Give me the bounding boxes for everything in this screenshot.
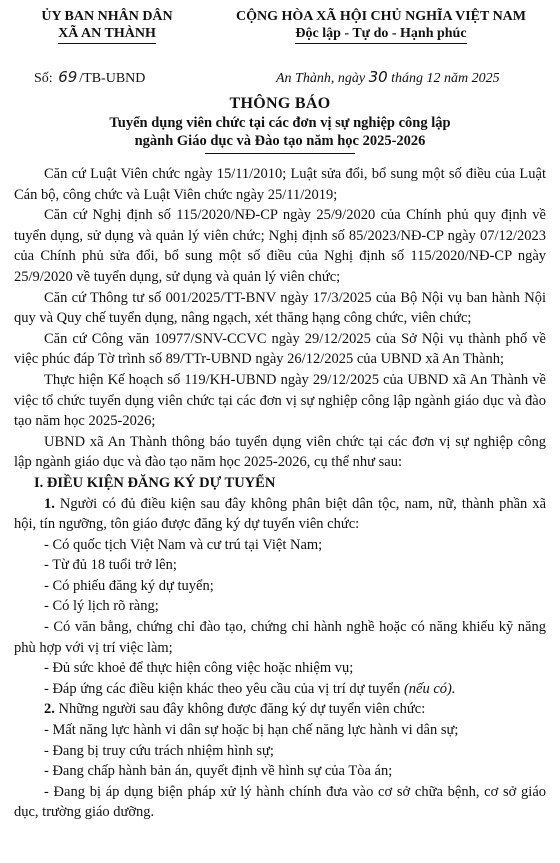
condition-2: - Từ đủ 18 tuổi trở lên; (44, 557, 177, 574)
paragraph-legal-basis-2: Căn cứ Nghị định số 115/2020/NĐ-CP ngày 25/9/2020 của Chính phủ quy định về tuyển dụng, sử dụng và quản lý viên chức; Nghị định số 85/2023/NĐ-CP ngày 07/12/2023 của Chính phủ sửa đổi, bổ sung một số điều của Nghị định số 115/2020/NĐ-CP ngày 25/9/2020 về tuyển dụng, sử dụng và quản lý viên chức; (14, 207, 546, 285)
item-1-text: Người có đủ điều kiện sau đây không phân biệt dân tộc, nam, nữ, thành phần xã hội, tín ngưỡng, tôn giáo được đăng ký dự tuyển viên chức: (14, 495, 546, 533)
number-suffix: /TB-UBND (79, 71, 146, 86)
document-meta (14, 64, 546, 90)
title-sub-1: Tuyển dụng viên chức tại các đơn vị sự nghiệp công lập (109, 115, 451, 131)
condition-7 (14, 679, 546, 700)
nation-name: CỘNG HÒA XÃ HỘI CHỦ NGHĨA VIỆT NAM (235, 9, 526, 24)
section-1-heading: I. ĐIỀU KIỆN ĐĂNG KÝ DỰ TUYỂN (34, 474, 276, 491)
paragraph-legal-basis-1: Căn cứ Luật Viên chức ngày 15/11/2010; Luật sửa đổi, bổ sung một số điều của Luật Cán bộ, công chức và Luật Viên chức ngày 25/11/2019; (14, 166, 546, 203)
item-2 (14, 699, 546, 720)
paragraph-announcement: UBND xã An Thành thông báo tuyển dụng viên chức tại các đơn vị sự nghiệp công lập ngành giáo dục và đào tạo năm học 2025-2026, cụ thể như sau: (14, 433, 546, 471)
document-body (14, 164, 546, 823)
paragraph-plan: Thực hiện Kế hoạch số 119/KH-UBND ngày 29/12/2025 của UBND xã An Thành về việc tổ chức tuyển dụng viên chức tại các đơn vị sự nghiệp công lập ngành giáo dục và đào tạo năm học 2025-2026; (14, 371, 546, 430)
date-suffix: tháng 12 năm 2025 (391, 71, 500, 86)
condition-3: - Có phiếu đăng ký dự tuyển; (44, 577, 214, 594)
condition-5: - Có văn bằng, chứng chỉ đào tạo, chứng chỉ hành nghề hoặc có năng khiếu kỹ năng phù hợp với vị trí việc làm; (14, 619, 546, 656)
title-main: THÔNG BÁO (229, 95, 331, 112)
issuing-agency (22, 8, 192, 44)
condition-7-text: - Đáp ứng các điều kiện khác theo yêu cầu của vị trí dự tuyển (44, 680, 401, 697)
item-2-text: Những người sau đây không được đăng ký dự tuyển viên chức: (58, 701, 426, 718)
title-sub-2: ngành Giáo dục và Đào tạo năm học 2025-2026 (134, 133, 426, 149)
item-1-number: 1. (44, 495, 55, 512)
number-value: 69 (58, 68, 78, 86)
exclusion-2: - Đang bị truy cứu trách nhiệm hình sự; (44, 742, 274, 759)
paragraph-legal-basis-3: Căn cứ Thông tư số 001/2025/TT-BNV ngày 17/3/2025 của Bộ Nội vụ ban hành Nội quy và Quy chế tuyển dụng, nâng ngạch, xét thăng hạng công chức, viên chức; (14, 289, 546, 327)
item-2-number: 2. (44, 701, 55, 718)
document-date (276, 68, 500, 87)
date-prefix: An Thành, ngày (276, 71, 366, 86)
condition-7-note: (nếu có). (403, 680, 456, 697)
national-motto: Độc lập - Tự do - Hạnh phúc (295, 25, 466, 44)
paragraph-legal-basis-4: Căn cứ Công văn 10977/SNV-CCVC ngày 29/12/2025 của Sở Nội vụ thành phố về việc phúc đáp Tờ trình số 89/TTr-UBND ngày 26/12/2025 của UBND xã An Thành; (14, 330, 546, 368)
number-prefix: Số: (34, 71, 53, 86)
agency-line-2: XÃ AN THÀNH (58, 25, 156, 44)
document-header (14, 6, 546, 56)
document-title (14, 94, 546, 154)
exclusion-4: - Đang bị áp dụng biện pháp xử lý hành chính đưa vào cơ sở chữa bệnh, cơ sở giáo dục, trường giáo dưỡng. (14, 783, 546, 821)
national-heading (206, 8, 556, 44)
condition-4: - Có lý lịch rõ ràng; (44, 598, 159, 615)
document-number (34, 68, 145, 87)
title-underline (205, 153, 355, 154)
agency-line-1: ỦY BAN NHÂN DÂN (41, 9, 173, 24)
condition-6: - Đủ sức khoẻ để thực hiện công việc hoặc nhiệm vụ; (44, 660, 354, 677)
exclusion-1: - Mất năng lực hành vi dân sự hoặc bị hạn chế năng lực hành vi dân sự; (44, 722, 459, 739)
item-1 (14, 494, 546, 535)
date-day: 30 (368, 68, 388, 86)
exclusion-3: - Đang chấp hành bản án, quyết định về hình sự của Tòa án; (44, 763, 393, 780)
condition-1: - Có quốc tịch Việt Nam và cư trú tại Việt Nam; (44, 536, 323, 553)
